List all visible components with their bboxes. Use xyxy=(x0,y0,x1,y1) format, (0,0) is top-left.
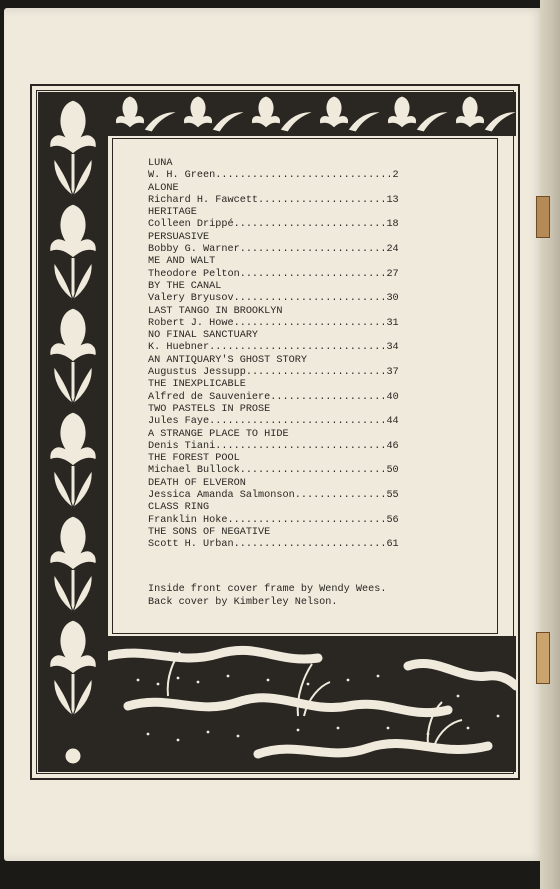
toc-entry xyxy=(148,318,468,330)
staple-clip xyxy=(536,196,550,238)
toc-entry xyxy=(148,293,468,305)
toc-page-number: 24 xyxy=(386,244,399,256)
toc-entry xyxy=(148,219,468,231)
toc-title: THE INEXPLICABLE xyxy=(148,379,246,391)
toc-entry xyxy=(148,441,468,453)
toc-entry xyxy=(148,269,468,281)
toc-author: Robert J. Howe xyxy=(148,317,234,329)
toc-title: NO FINAL SANCTUARY xyxy=(148,330,259,342)
toc-entry xyxy=(148,515,468,527)
toc-page-number: 56 xyxy=(386,514,399,526)
toc-entry xyxy=(148,539,468,551)
toc-page-number: 37 xyxy=(386,367,399,379)
toc-title: CLASS RING xyxy=(148,502,210,514)
toc-leader-dots: ................... xyxy=(270,391,387,403)
iris-flower-top-border-icon xyxy=(108,92,516,136)
toc-page-number: 30 xyxy=(386,293,399,305)
toc-author: Jessica Amanda Salmonson xyxy=(148,490,295,502)
toc-entry xyxy=(148,416,468,428)
toc-leader-dots: ............................. xyxy=(215,170,393,182)
toc-author: K. Huebner xyxy=(148,342,210,354)
toc-page-number: 13 xyxy=(386,194,399,206)
toc-leader-dots: .......................... xyxy=(227,514,387,526)
toc-author: Augustus Jessupp xyxy=(148,367,246,379)
toc-entry xyxy=(148,195,468,207)
toc-title: ME AND WALT xyxy=(148,256,216,268)
toc-author: Denis Tiani xyxy=(148,440,216,452)
toc-entry xyxy=(148,392,468,404)
toc-page-number: 46 xyxy=(386,440,399,452)
toc-author: Bobby G. Warner xyxy=(148,244,240,256)
credits-line-1: Inside front cover frame by Wendy Wees. xyxy=(148,584,387,595)
toc-author: W. H. Green xyxy=(148,170,216,182)
toc-title: HERITAGE xyxy=(148,207,197,219)
toc-leader-dots: ..................... xyxy=(258,194,387,206)
toc-page-number: 55 xyxy=(386,490,399,502)
toc-leader-dots: ......................... xyxy=(233,219,387,231)
toc-leader-dots: ......................... xyxy=(233,317,387,329)
toc-title: THE FOREST POOL xyxy=(148,453,240,465)
toc-title: LAST TANGO IN BROOKLYN xyxy=(148,305,283,317)
toc-page-number: 61 xyxy=(386,539,399,551)
toc-leader-dots: ............................ xyxy=(215,440,387,452)
toc-title: A STRANGE PLACE TO HIDE xyxy=(148,428,289,440)
toc-page-number: 2 xyxy=(392,170,399,182)
toc-entry xyxy=(148,244,468,256)
toc-page-number: 44 xyxy=(386,416,399,428)
toc-title: TWO PASTELS IN PROSE xyxy=(148,403,271,415)
credits xyxy=(148,584,478,609)
toc-title: AN ANTIQUARY'S GHOST STORY xyxy=(148,354,307,366)
toc-page-number: 40 xyxy=(386,391,399,403)
toc-page-number: 27 xyxy=(386,268,399,280)
toc-author: Valery Bryusov xyxy=(148,293,234,305)
toc-entry xyxy=(148,465,468,477)
iris-flower-border-icon xyxy=(38,92,108,772)
water-reeds-illustration-icon xyxy=(108,636,516,772)
toc-leader-dots: ......................... xyxy=(233,539,387,551)
credits-line-2: Back cover by Kimberley Nelson. xyxy=(148,596,338,608)
toc-entry xyxy=(148,490,468,502)
toc-entry xyxy=(148,367,468,379)
toc-page-number: 31 xyxy=(386,317,399,329)
toc-title: THE SONS OF NEGATIVE xyxy=(148,526,271,538)
page-edge xyxy=(540,0,560,889)
toc-title: DEATH OF ELVERON xyxy=(148,477,246,489)
toc-leader-dots: ....................... xyxy=(245,367,387,379)
toc-author: Scott H. Urban xyxy=(148,539,234,551)
toc-leader-dots: ........................ xyxy=(239,465,387,477)
toc-author: Jules Faye xyxy=(148,416,210,428)
toc-entry xyxy=(148,342,468,354)
toc-author: Alfred de Sauveniere xyxy=(148,391,271,403)
table-of-contents xyxy=(148,158,468,552)
toc-author: Theodore Pelton xyxy=(148,268,240,280)
toc-title: BY THE CANAL xyxy=(148,280,222,292)
toc-page-number: 18 xyxy=(386,219,399,231)
toc-page-number: 34 xyxy=(386,342,399,354)
toc-leader-dots: ............... xyxy=(294,490,387,502)
toc-title: PERSUASIVE xyxy=(148,231,210,243)
toc-title: LUNA xyxy=(148,158,173,169)
toc-leader-dots: ........................ xyxy=(239,244,387,256)
toc-author: Colleen Drippé xyxy=(148,219,234,231)
toc-page-number: 50 xyxy=(386,465,399,477)
toc-author: Michael Bullock xyxy=(148,465,240,477)
staple-clip xyxy=(536,632,550,684)
toc-leader-dots: ............................. xyxy=(209,342,387,354)
toc-leader-dots: ........................ xyxy=(239,268,387,280)
toc-entry xyxy=(148,170,468,182)
toc-author: Richard H. Fawcett xyxy=(148,194,259,206)
toc-author: Franklin Hoke xyxy=(148,514,228,526)
toc-leader-dots: ......................... xyxy=(233,293,387,305)
toc-title: ALONE xyxy=(148,182,179,194)
toc-leader-dots: ............................. xyxy=(209,416,387,428)
